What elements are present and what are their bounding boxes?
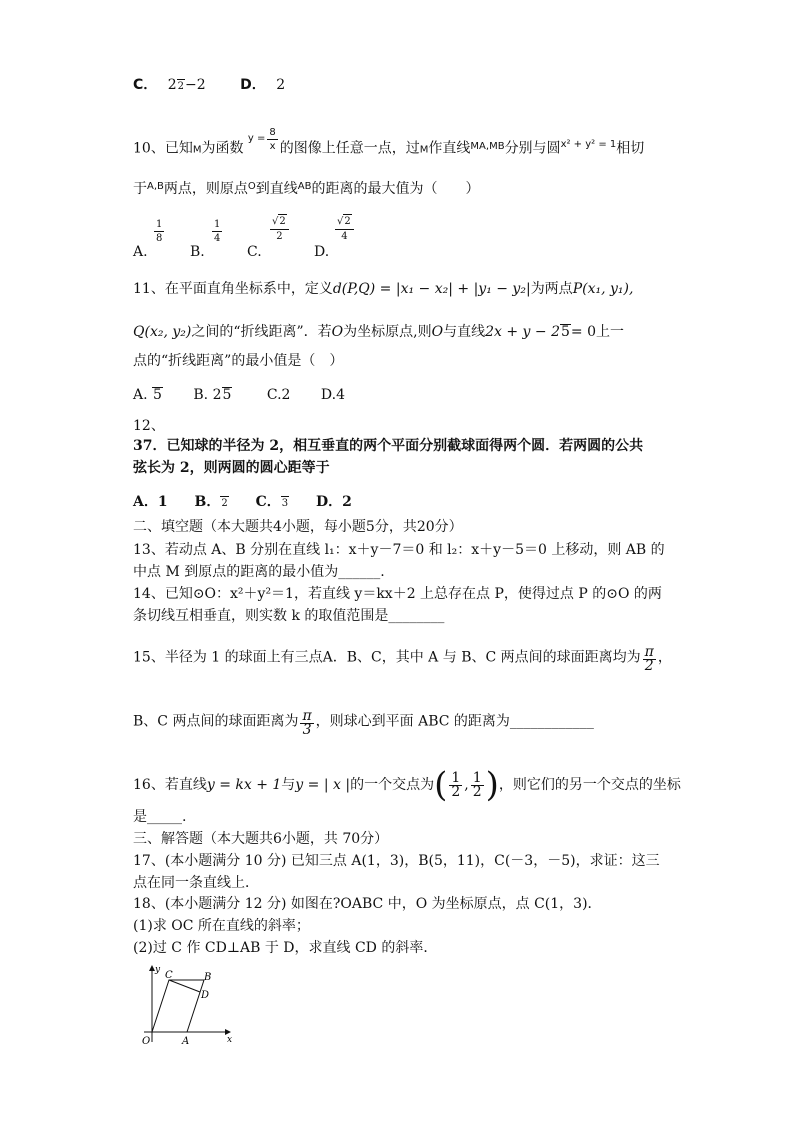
q17-line2: 点在同一条直线上． <box>133 875 259 891</box>
q10-text2: 的图像上任意一点，过 <box>279 140 420 157</box>
fig-label-b: B <box>204 972 212 983</box>
q15-frac1 <box>643 646 656 673</box>
q11-l2b: 为坐标原点,则 <box>343 324 432 340</box>
q18-line1: 18、(本小题满分 12 分) 如图在?OABC 中，O 为坐标原点，点 C(1，3)． <box>133 896 602 912</box>
q16-mid: 与 <box>281 777 296 793</box>
frac-num: π <box>644 644 654 660</box>
section-fill-in-heading: 二、填空题（本大题共4小题，每小题5分，共20分） <box>133 519 463 535</box>
sqrt-icon: 2 <box>279 216 286 227</box>
q11-eq-a: 2x + y − 2 <box>485 324 560 340</box>
q15-l1b: ， <box>657 649 672 666</box>
q9-option-d-value: 2 <box>276 77 286 93</box>
parallelogram-oabc <box>152 980 204 1032</box>
q10-m2: M <box>419 144 429 156</box>
q10-option-c-label: C. <box>247 244 262 260</box>
q11-line1 <box>133 280 633 298</box>
q9-options <box>133 76 285 94</box>
q16-frac2 <box>471 769 484 800</box>
frac-den: x <box>269 141 276 152</box>
q9-c-minus: −2 <box>185 77 206 93</box>
frac-den: 2 <box>451 783 461 800</box>
q18-line2: (1)求 OC 所在直线的斜率； <box>133 918 310 934</box>
q10-o: O <box>247 181 256 192</box>
sqrt-icon: 5 <box>222 387 232 403</box>
fig-label-c: C <box>165 970 173 981</box>
q11-p: P(x₁, y₁), <box>572 281 634 297</box>
q11-l2c: 与直线 <box>443 324 486 340</box>
q9-option-c-label: C． <box>133 77 158 93</box>
frac-den: 3 <box>302 722 312 738</box>
frac-num: 1 <box>156 219 163 230</box>
section-solve-heading: 三、解答题（本大题共6小题，共 70分） <box>133 831 389 847</box>
q10-text5: 相切 <box>616 140 645 157</box>
q10-func-y: y = <box>247 132 266 144</box>
frac-den: 2 <box>644 658 654 674</box>
frac-den: 2 <box>472 783 482 800</box>
fig-label-d: D <box>201 990 210 1001</box>
q11-q: Q(x₂, y₂) <box>133 324 192 340</box>
q16-eq1: y = kx + 1 <box>206 777 282 793</box>
q12-options <box>133 493 352 511</box>
q13-line2: 中点 M 到原点的距离的最小值为______. <box>133 564 385 580</box>
q17-line1: 17、(本小题满分 10 分) 已知三点 A(1，3)，B(5，11)，C(－3，－5)，求证：这三 <box>133 853 660 869</box>
q14-line1: 14、已知⊙O：x²＋y²＝1，若直线 y＝kx＋2 上总存在点 P，使得过点 P 的⊙O 的两 <box>133 586 662 602</box>
q10-line1 <box>133 127 645 163</box>
q11-option-d-label: D.4 <box>320 387 346 403</box>
q11-eq-b: = 0 <box>570 324 596 340</box>
q16-frac1 <box>449 769 462 800</box>
q10-option-b-frac <box>212 218 222 245</box>
q15-l1a: 15、半径为 1 的球面上有三点A．B、C，其中 A 与 B、C 两点间的球面距离均为 <box>133 649 641 666</box>
q15-frac2 <box>300 710 313 737</box>
q12-option-b-label: B． <box>194 494 221 510</box>
q10-text4: 分别与圆 <box>504 140 561 157</box>
q10-option-d-label: D. <box>314 244 330 260</box>
q12-option-c-label: C． <box>255 494 281 510</box>
frac-num: √2 <box>335 214 354 230</box>
q11-o1: O <box>331 324 344 340</box>
q13-line1: 13、若动点 A、B 分别在直线 l₁：x＋y－7＝0 和 l₂：x＋y－5＝0 上移动，则 AB 的 <box>133 542 665 558</box>
q11-l1b: 为两点 <box>530 281 573 297</box>
q11-l1a: 11、在平面直角坐标系中，定义 <box>133 281 333 297</box>
q10-func-frac <box>267 126 277 153</box>
q11-line3: 点的“折线距离”的最小值是（ ） <box>133 353 344 369</box>
q12-number: 12、 <box>133 418 165 434</box>
sqrt-icon: 5 <box>560 324 570 340</box>
q12-option-d: D．2 <box>315 494 352 510</box>
sqrt-icon: 5 <box>153 387 162 403</box>
q10-ab: A,B <box>147 181 164 192</box>
q10-ab2: AB <box>297 181 312 192</box>
q16-eq2: y = | x | <box>295 777 351 793</box>
q18-line3: (2)过 C 作 CD⊥AB 于 D，求直线 CD 的斜率． <box>133 940 438 956</box>
q10-line2 <box>133 180 479 200</box>
q16-l1b: 的一个交点为 <box>350 777 435 793</box>
q10-option-c-frac <box>270 214 289 243</box>
fig-label-y: y <box>155 965 161 975</box>
q11-line2 <box>133 323 624 341</box>
fig-label-x: x <box>227 1035 233 1045</box>
q9-c-coef: 2 <box>167 77 177 93</box>
frac-den: 8 <box>156 233 163 244</box>
frac-num: 1 <box>472 769 482 786</box>
q10-text3: 作直线 <box>428 140 471 157</box>
q15-line2 <box>133 708 594 738</box>
frac-den: 2 <box>276 231 283 242</box>
sqrt-icon: 2 <box>344 216 351 227</box>
sqrt-icon: 2 <box>177 81 185 92</box>
q11-b-coef: 2 <box>212 387 222 403</box>
q15-l2b: ，则球心到平面 ABC 的距离为____________ <box>315 713 594 730</box>
frac-num: 1 <box>451 769 461 786</box>
q11-options <box>133 386 345 404</box>
q10-text: 为函数 <box>201 140 244 157</box>
q11-option-b-label: B. <box>193 387 209 403</box>
frac-den: 4 <box>341 231 348 242</box>
sqrt-icon: 2 <box>221 498 228 509</box>
q14-line2: 条切线互相垂直，则实数 k 的取值范围是________ <box>133 608 445 624</box>
q10-option-a-frac <box>154 218 164 245</box>
q10-option-b-label: B. <box>190 244 205 260</box>
q10-l2a: 于 <box>133 181 147 197</box>
q10-func <box>247 127 280 152</box>
q11-l2a: 之间的“折线距离”．若 <box>191 324 332 340</box>
q16-l1a: 16、若直线 <box>133 777 207 793</box>
parallelogram-figure <box>134 960 244 1050</box>
sqrt-icon: 3 <box>281 498 289 509</box>
q10-lines: MA,MB <box>470 140 505 152</box>
q11-option-a-label: A. <box>133 387 148 403</box>
q10-l2b: 两点，则原点 <box>163 181 248 197</box>
frac-num: √2 <box>270 214 289 230</box>
frac-den: 4 <box>214 233 221 244</box>
q10-l2d: 的距离的最大值为（ ） <box>311 181 480 197</box>
frac-num: 8 <box>269 127 276 138</box>
q10-option-a-label: A. <box>133 244 148 260</box>
q11-l2d: 上一 <box>596 324 624 340</box>
q10-circle: x² + y² = 1 <box>560 138 617 150</box>
segment-cd <box>169 980 200 992</box>
frac-num: π <box>302 708 312 724</box>
q15-line1 <box>133 644 672 674</box>
q10-l2c: 到直线 <box>255 181 298 197</box>
q10-prefix: 10、已知 <box>133 140 193 157</box>
fig-label-a: A <box>182 1036 190 1047</box>
q10-option-d-frac <box>335 214 354 243</box>
q16-l1c: ，则它们的另一个交点的坐标 <box>498 777 681 793</box>
left-paren-icon: ( <box>434 765 448 805</box>
q15-l2a: B、C 两点间的球面距离为 <box>133 713 299 730</box>
q11-formula: d(P,Q) = |x₁ − x₂| + |y₁ − y₂| <box>332 281 531 297</box>
frac-num: 1 <box>214 219 221 230</box>
fig-label-o: O <box>142 1036 151 1047</box>
q11-o2: O <box>431 324 444 340</box>
q16-line1: 16、若直线y = kx + 1与y = | x |的一个交点为( $\frac{1}{2}$ , $\frac{1}{2}$ )，则它们的另一个交点的坐标 <box>133 765 681 805</box>
right-paren-icon: ) <box>485 765 499 805</box>
q16-line2: 是_____. <box>133 809 187 825</box>
q11-option-c-label: C.2 <box>266 387 291 403</box>
q9-option-c-value <box>168 77 206 93</box>
q12-line2: 弦长为 2，则两圆的圆心距等于 <box>133 460 330 476</box>
q12-line1: 37．已知球的半径为 2，相互垂直的两个平面分别截球面得两个圆．若两圆的公共 <box>133 438 644 454</box>
q9-option-d-label: D． <box>240 77 266 93</box>
q12-option-a: A．1 <box>133 494 168 510</box>
q10-m: M <box>192 144 202 156</box>
